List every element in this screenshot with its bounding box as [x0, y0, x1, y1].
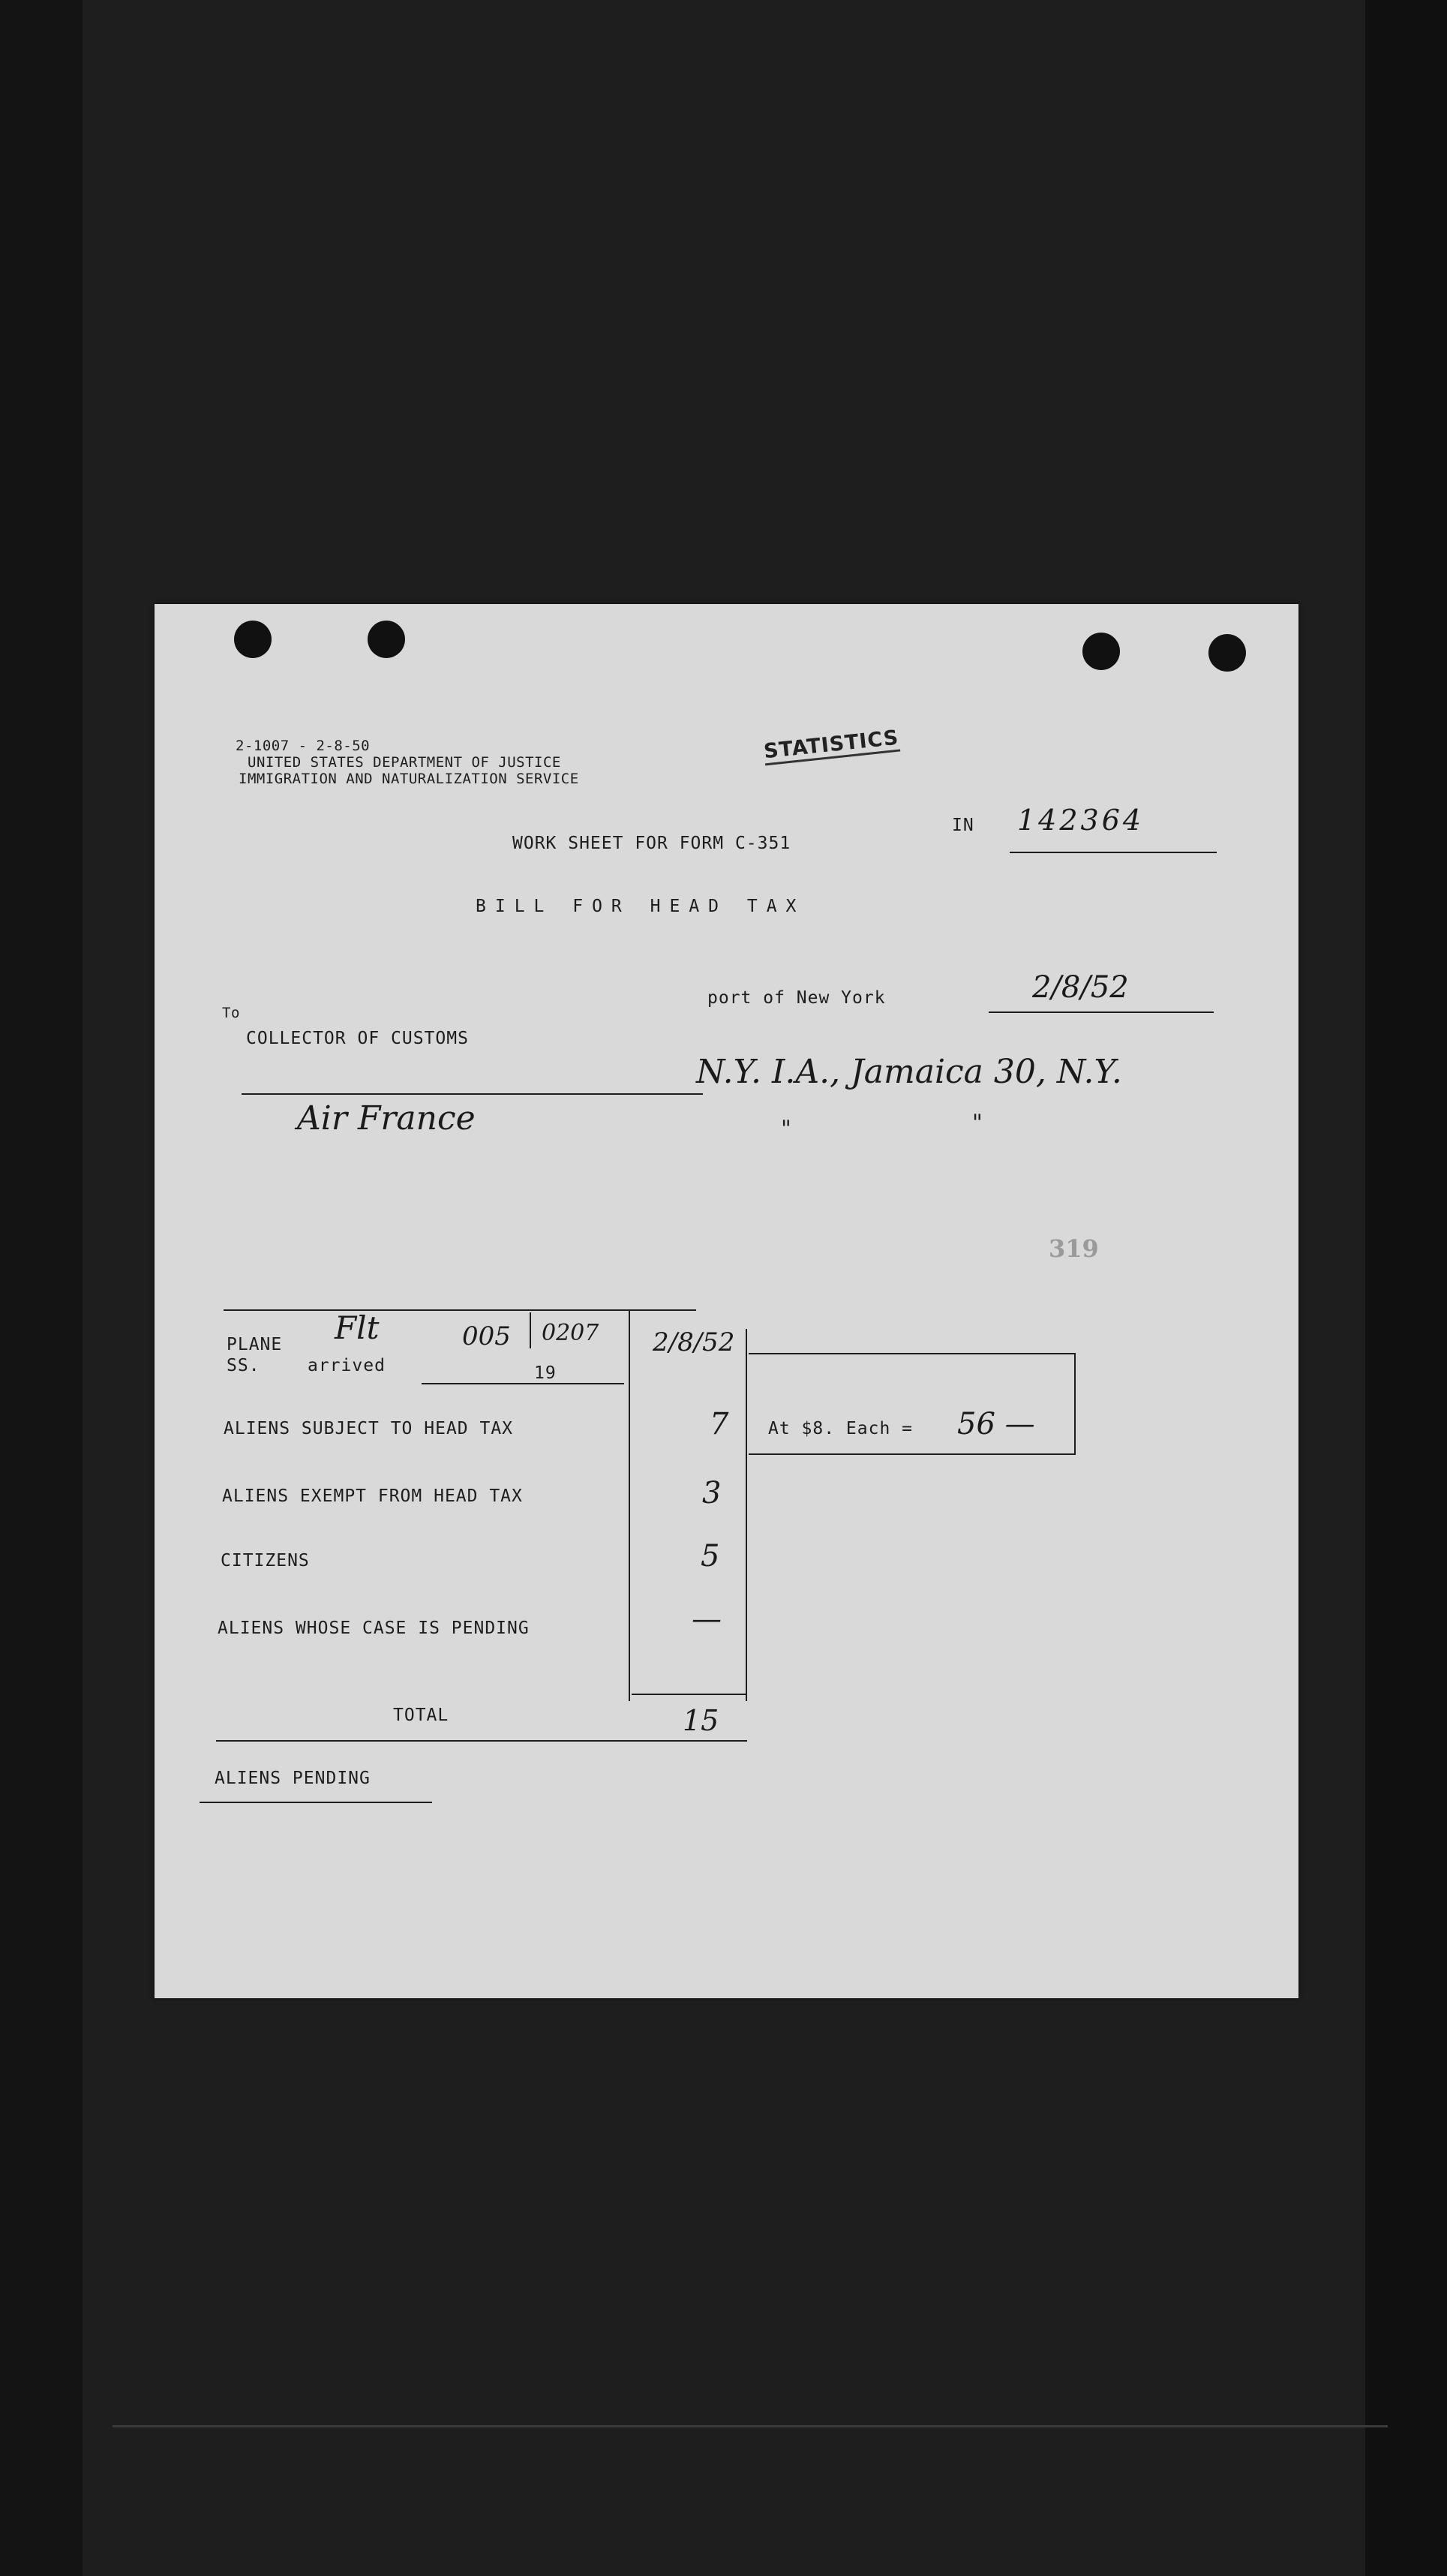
document-page [155, 604, 1298, 1998]
location-handwritten: N.Y. I.A., Jamaica 30, N.Y. [696, 1053, 1122, 1091]
bill-title: BILL FOR HEAD TAX [476, 897, 806, 916]
form-number: 2-1007 - 2-8-50 [236, 738, 371, 754]
ss-label: SS. [227, 1356, 260, 1375]
row-label-subject: ALIENS SUBJECT TO HEAD TAX [224, 1419, 514, 1438]
film-shade-left [0, 0, 83, 2576]
total-value: 15 [683, 1704, 719, 1737]
ditto-mark-1: " [781, 1116, 791, 1142]
aliens-pending-underline [200, 1802, 432, 1803]
collector-label: COLLECTOR OF CUSTOMS [246, 1029, 469, 1048]
in-number: 142364 [1017, 804, 1145, 837]
row-value-pending: — [692, 1602, 722, 1637]
plane-label: PLANE [227, 1335, 283, 1354]
port-label: port of New York [707, 988, 886, 1008]
table-top-rule [224, 1309, 696, 1311]
flight-code: 0207 [542, 1320, 599, 1346]
table-right-column-left [629, 1309, 630, 1701]
arrived-label: arrived [308, 1356, 386, 1375]
rate-box-right [1074, 1353, 1076, 1455]
bill-date: 2/8/52 [1032, 970, 1129, 1005]
in-number-underline [1010, 852, 1217, 853]
film-edge-line [113, 2425, 1388, 2427]
aliens-pending-label: ALIENS PENDING [215, 1769, 371, 1788]
in-label: IN [952, 816, 974, 835]
row-label-exempt: ALIENS EXEMPT FROM HEAD TAX [222, 1486, 523, 1506]
table-bottom-rule [216, 1740, 747, 1742]
arrival-date: 2/8/52 [653, 1327, 735, 1357]
statistics-stamp: STATISTICS [763, 726, 900, 766]
total-upper-rule [632, 1694, 746, 1695]
row-value-subject: 7 [710, 1407, 729, 1441]
punch-hole-2 [368, 621, 405, 658]
punch-hole-1 [234, 621, 272, 658]
rate-label: At $8. Each = [768, 1419, 914, 1438]
to-prefix: To [222, 1005, 240, 1021]
row-value-citizens: 5 [701, 1539, 720, 1574]
date-underline [989, 1011, 1214, 1013]
agency-line-1: UNITED STATES DEPARTMENT OF JUSTICE [248, 754, 561, 771]
worksheet-title: WORK SHEET FOR FORM C-351 [512, 834, 791, 853]
arrived-underline [422, 1383, 624, 1384]
flight-divider [530, 1312, 531, 1348]
punch-hole-3 [1082, 633, 1120, 670]
faint-stamp-number: 319 [1049, 1234, 1099, 1263]
rate-amount: 56 — [957, 1407, 1035, 1441]
film-shade-right [1365, 0, 1447, 2576]
agency-line-2: IMMIGRATION AND NATURALIZATION SERVICE [239, 771, 579, 787]
rate-box-bottom [749, 1453, 1076, 1455]
total-label: TOTAL [393, 1706, 449, 1725]
rate-box-top [749, 1353, 1076, 1354]
row-value-exempt: 3 [702, 1476, 722, 1510]
flight-handwritten: Flt [335, 1309, 380, 1346]
row-label-pending: ALIENS WHOSE CASE IS PENDING [218, 1619, 530, 1638]
table-right-column-right [746, 1329, 747, 1701]
row-label-citizens: CITIZENS [221, 1551, 310, 1571]
punch-hole-4 [1208, 634, 1246, 672]
collector-address-line [242, 1093, 703, 1095]
ditto-mark-2: " [972, 1110, 983, 1136]
carrier-handwritten: Air France [297, 1099, 476, 1138]
year-label: 19 [534, 1363, 557, 1383]
flight-number: 005 [462, 1321, 511, 1351]
